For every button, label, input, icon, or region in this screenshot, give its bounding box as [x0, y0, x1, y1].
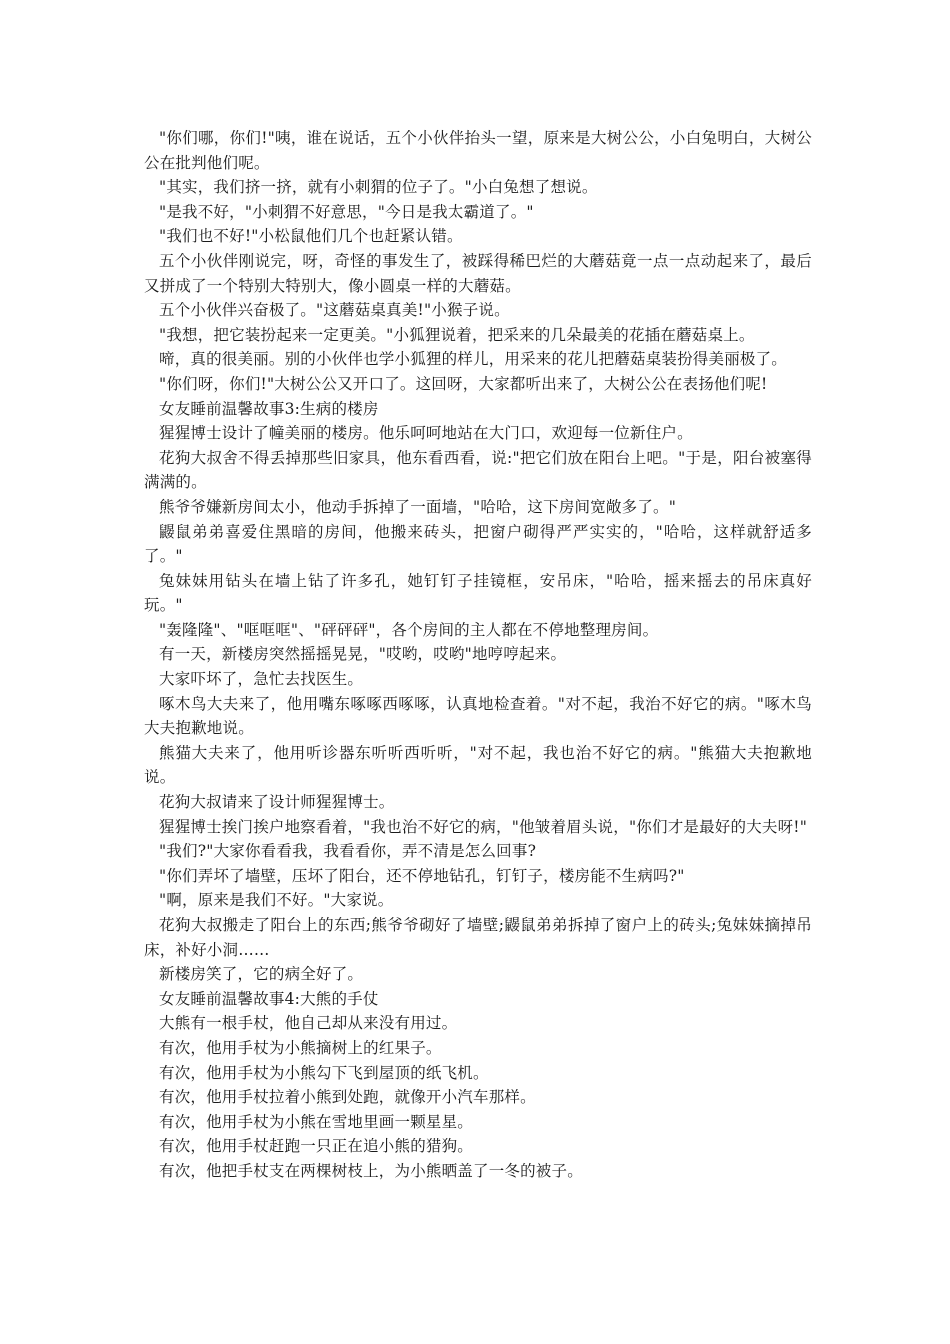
- paragraph: 大熊有一根手杖，他自己却从来没有用过。: [159, 1014, 458, 1033]
- paragraph: 大家吓坏了，急忙去找医生。: [159, 670, 364, 689]
- paragraph: 有次，他用手杖拉着小熊到处跑，就像开小汽车那样。: [159, 1088, 536, 1107]
- paragraph: 兔妹妹用钻头在墙上钻了许多孔，她钉钉子挂镜框，安吊床，"哈哈，摇来摇去的吊床真好玩。": [144, 571, 812, 615]
- paragraph: "啊，原来是我们不好。"大家说。: [159, 891, 394, 910]
- paragraph: "我们?"大家你看看我，我看看你，弄不清是怎么回事?: [159, 842, 537, 861]
- paragraph: 花狗大叔搬走了阳台上的东西;熊爷爷砌好了墙壁;鼹鼠弟弟拆掉了窗户上的砖头;兔妹妹摘掉吊床，补好小洞……: [144, 916, 812, 959]
- paragraph: 啄木鸟大夫来了，他用嘴东啄啄西啄啄，认真地检查着。"对不起，我治不好它的病。"啄木鸟大夫抱歉地说。: [144, 694, 812, 738]
- paragraph: "是我不好，"小刺猬不好意思，"今日是我太霸道了。": [159, 202, 534, 221]
- paragraph: 有一天，新楼房突然摇摇晃晃，"哎哟，哎哟"地哼哼起来。: [159, 645, 567, 664]
- paragraph: 有次，他用手杖为小熊勾下飞到屋顶的纸飞机。: [159, 1063, 489, 1082]
- paragraph: 猩猩博士挨门挨户地察看着，"我也治不好它的病，"他皱着眉头说，"你们才是最好的大夫呀!": [159, 817, 808, 836]
- paragraph: 有次，他用手杖为小熊摘树上的红果子。: [159, 1038, 442, 1057]
- paragraph: 五个小伙伴兴奋极了。"这蘑菇桌真美!"小猴子说。: [159, 301, 510, 320]
- paragraph: 有次，他把手杖支在两棵树枝上，为小熊晒盖了一冬的被子。: [159, 1161, 583, 1180]
- paragraph: 熊猫大夫来了，他用听诊器东听听西听听，"对不起，我也治不好它的病。"熊猫大夫抱歉地说。: [144, 743, 812, 787]
- paragraph: "我们也不好!"小松鼠他们几个也赶紧认错。: [159, 227, 463, 246]
- paragraph: 新楼房笑了，它的病全好了。: [159, 965, 364, 984]
- paragraph: "轰隆隆"、"哐哐哐"、"砰砰砰"，各个房间的主人都在不停地整理房间。: [159, 620, 659, 639]
- story-heading: 女友睡前温馨故事3:生病的楼房: [159, 399, 379, 418]
- paragraph: "其实，我们挤一挤，就有小刺猬的位子了。"小白兔想了想说。: [159, 178, 598, 197]
- paragraph: 鼹鼠弟弟喜爱住黑暗的房间，他搬来砖头，把窗户砌得严严实实的，"哈哈，这样就舒适多了。": [144, 522, 812, 566]
- paragraph: "你们弄坏了墙壁，压坏了阳台，还不停地钻孔，钉钉子，楼房能不生病吗?": [159, 866, 685, 885]
- paragraph: 熊爷爷嫌新房间太小，他动手拆掉了一面墙，"哈哈，这下房间宽敞多了。": [159, 497, 677, 516]
- paragraph: 有次，他用手杖为小熊在雪地里画一颗星星。: [159, 1112, 474, 1131]
- paragraph: 有次，他用手杖赶跑一只正在追小熊的猎狗。: [159, 1137, 474, 1156]
- paragraph: 花狗大叔舍不得丢掉那些旧家具，他东看西看，说:"把它们放在阳台上吧。"于是，阳台被塞得满满的。: [144, 448, 812, 492]
- story-text-body: [144, 126, 812, 1184]
- paragraph: 花狗大叔请来了设计师猩猩博士。: [159, 793, 395, 812]
- paragraph: "你们呀，你们!"大树公公又开口了。这回呀，大家都听出来了，大树公公在表扬他们呢!: [159, 374, 768, 393]
- paragraph: "你们哪，你们!"咦，谁在说话，五个小伙伴抬头一望，原来是大树公公，小白兔明白，大树公公在批判他们呢。: [144, 129, 812, 172]
- paragraph: 五个小伙伴刚说完，呀，奇怪的事发生了，被踩得稀巴烂的大蘑菇竟一点一点动起来了，最后又拼成了一个特别大特别大，像小圆桌一样的大蘑菇。: [144, 251, 812, 295]
- paragraph: "我想，把它装扮起来一定更美。"小狐狸说着，把采来的几朵最美的花插在蘑菇桌上。: [159, 325, 755, 344]
- story-heading: 女友睡前温馨故事4:大熊的手仗: [159, 989, 379, 1008]
- paragraph: 猩猩博士设计了幢美丽的楼房。他乐呵呵地站在大门口，欢迎每一位新住户。: [159, 424, 693, 443]
- paragraph: 啼，真的很美丽。别的小伙伴也学小狐狸的样儿，用采来的花儿把蘑菇桌装扮得美丽极了。: [159, 350, 788, 369]
